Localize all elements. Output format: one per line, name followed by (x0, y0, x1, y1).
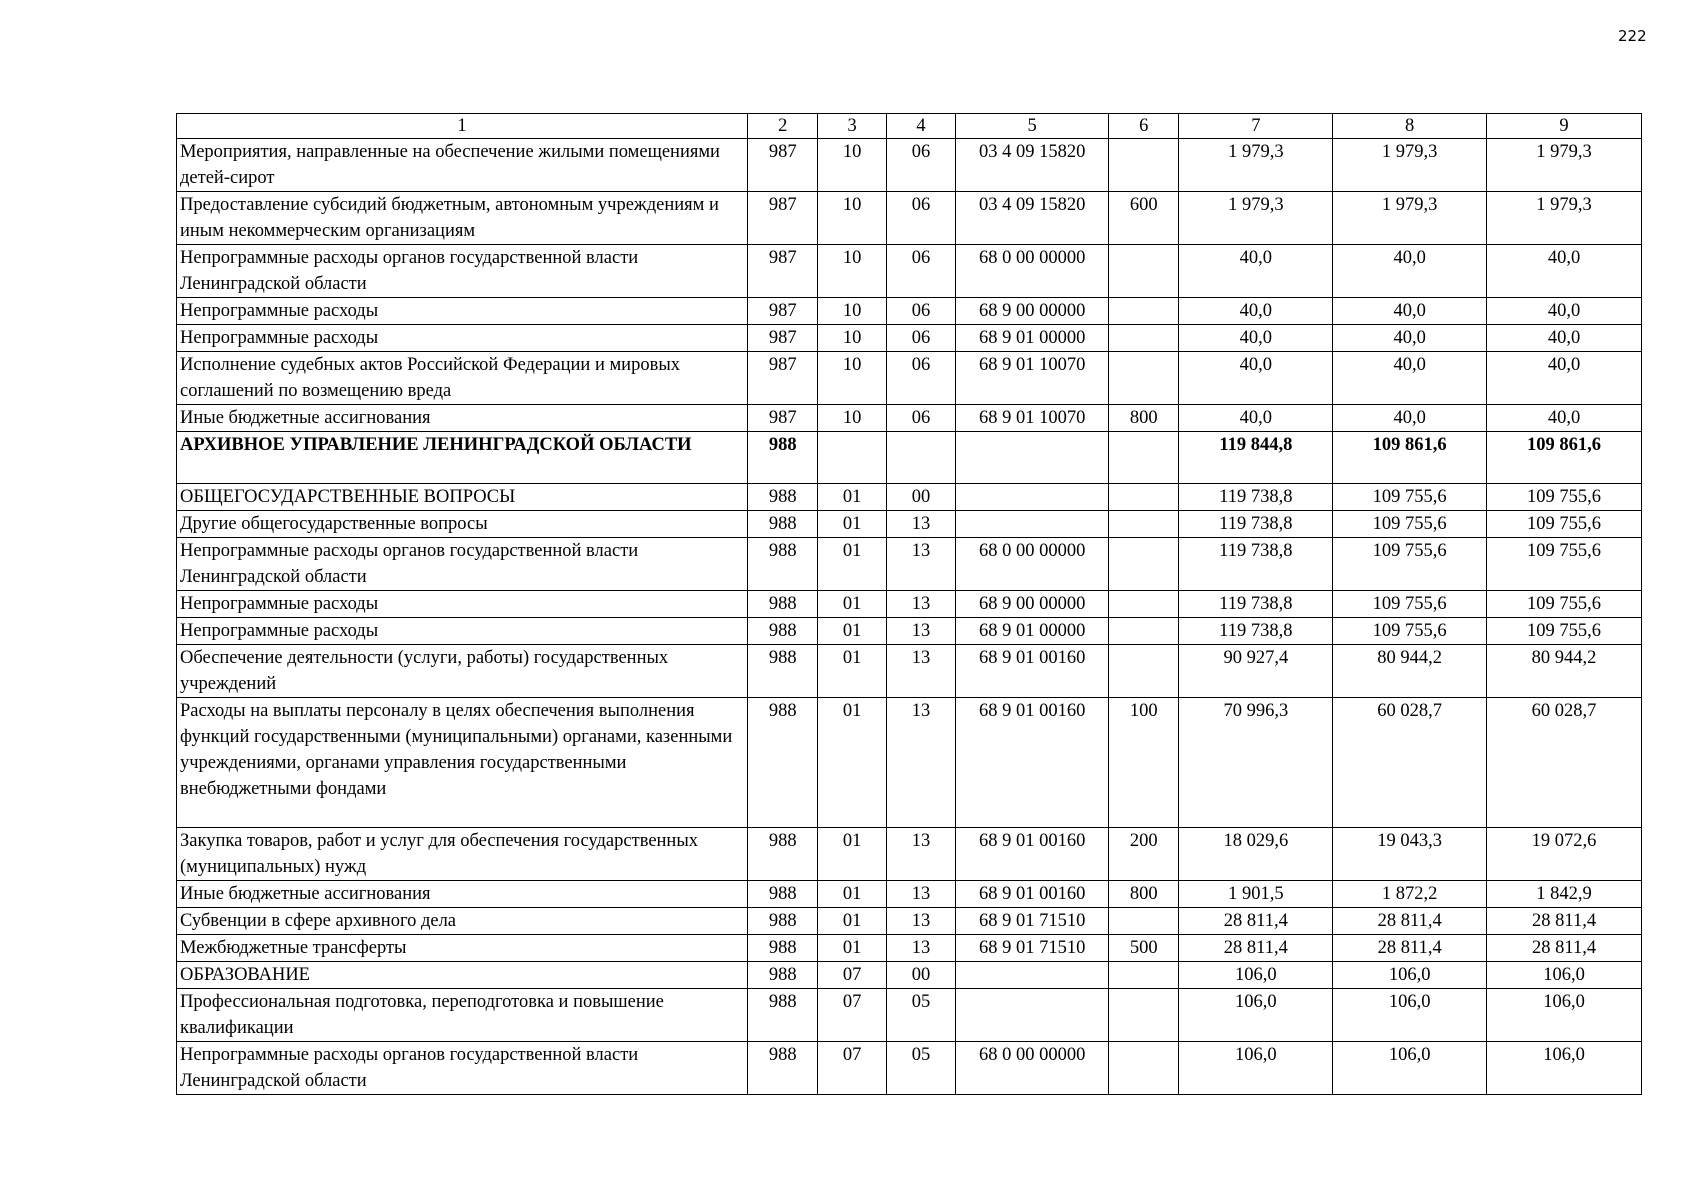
row-value-7: 106,0 (1179, 989, 1333, 1042)
row-name: Непрограммные расходы органов государственной власти Ленинградской области (177, 1042, 748, 1095)
row-code-6: 500 (1109, 935, 1179, 962)
row-code-2: 987 (748, 325, 818, 352)
row-value-8: 40,0 (1333, 298, 1487, 325)
row-code-6 (1109, 432, 1179, 484)
row-code-5: 03 4 09 15820 (956, 192, 1109, 245)
row-code-3: 10 (818, 139, 886, 192)
row-value-9: 109 755,6 (1487, 538, 1642, 591)
row-value-9: 106,0 (1487, 962, 1642, 989)
row-code-3: 01 (818, 881, 886, 908)
row-code-5: 68 9 01 00160 (956, 881, 1109, 908)
table-row (177, 352, 1642, 405)
row-value-9: 40,0 (1487, 352, 1642, 405)
row-code-4: 13 (886, 935, 955, 962)
row-value-7: 40,0 (1179, 298, 1333, 325)
row-code-4: 05 (886, 1042, 955, 1095)
column-header: 9 (1487, 114, 1642, 139)
row-code-4: 06 (886, 352, 955, 405)
row-code-5: 68 9 00 00000 (956, 298, 1109, 325)
row-code-6 (1109, 908, 1179, 935)
row-name: Другие общегосударственные вопросы (177, 511, 748, 538)
row-code-2: 988 (748, 881, 818, 908)
column-header: 8 (1333, 114, 1487, 139)
row-code-5: 68 0 00 00000 (956, 538, 1109, 591)
table-row (177, 935, 1642, 962)
row-code-5: 68 0 00 00000 (956, 245, 1109, 298)
row-code-5: 03 4 09 15820 (956, 139, 1109, 192)
row-value-7: 119 738,8 (1179, 511, 1333, 538)
row-code-5 (956, 962, 1109, 989)
row-code-5: 68 9 01 71510 (956, 908, 1109, 935)
row-value-8: 106,0 (1333, 989, 1487, 1042)
row-code-3: 01 (818, 618, 886, 645)
row-name: Межбюджетные трансферты (177, 935, 748, 962)
row-code-5: 68 9 01 10070 (956, 352, 1109, 405)
row-code-3: 10 (818, 352, 886, 405)
row-value-7: 119 844,8 (1179, 432, 1333, 484)
table-row (177, 139, 1642, 192)
row-code-6 (1109, 962, 1179, 989)
row-value-9: 1 979,3 (1487, 139, 1642, 192)
row-code-6 (1109, 484, 1179, 511)
row-code-4: 13 (886, 538, 955, 591)
row-value-9: 1 842,9 (1487, 881, 1642, 908)
row-value-8: 109 755,6 (1333, 484, 1487, 511)
row-code-4: 06 (886, 405, 955, 432)
row-code-3: 10 (818, 298, 886, 325)
row-value-7: 40,0 (1179, 325, 1333, 352)
row-name: Расходы на выплаты персоналу в целях обеспечения выполнения функций государственными (муниципальными) органами, казенными учреждениями, органами управления государственными внебюджетными фондами (177, 698, 748, 828)
row-value-9: 40,0 (1487, 245, 1642, 298)
table-row (177, 192, 1642, 245)
table-row (177, 1042, 1642, 1095)
row-name: Непрограммные расходы органов государственной власти Ленинградской области (177, 245, 748, 298)
row-code-3: 10 (818, 192, 886, 245)
row-code-4: 06 (886, 245, 955, 298)
row-value-7: 40,0 (1179, 405, 1333, 432)
row-code-6 (1109, 245, 1179, 298)
row-value-7: 40,0 (1179, 245, 1333, 298)
table-header-row (177, 114, 1642, 139)
column-header: 5 (956, 114, 1109, 139)
row-value-8: 28 811,4 (1333, 908, 1487, 935)
row-code-2: 988 (748, 591, 818, 618)
row-value-7: 119 738,8 (1179, 591, 1333, 618)
row-code-5: 68 9 01 00160 (956, 828, 1109, 881)
row-value-8: 80 944,2 (1333, 645, 1487, 698)
row-value-8: 40,0 (1333, 352, 1487, 405)
row-value-8: 40,0 (1333, 245, 1487, 298)
row-value-7: 1 979,3 (1179, 192, 1333, 245)
row-code-5: 68 0 00 00000 (956, 1042, 1109, 1095)
table-row (177, 698, 1642, 828)
row-name: Обеспечение деятельности (услуги, работы) государственных учреждений (177, 645, 748, 698)
row-code-3: 01 (818, 591, 886, 618)
row-value-7: 106,0 (1179, 1042, 1333, 1095)
row-code-6: 600 (1109, 192, 1179, 245)
row-value-8: 40,0 (1333, 405, 1487, 432)
row-value-8: 28 811,4 (1333, 935, 1487, 962)
table-row (177, 962, 1642, 989)
row-code-6 (1109, 325, 1179, 352)
row-value-9: 106,0 (1487, 1042, 1642, 1095)
row-code-4: 06 (886, 298, 955, 325)
table-row (177, 645, 1642, 698)
table-row (177, 245, 1642, 298)
row-code-2: 988 (748, 989, 818, 1042)
row-code-6 (1109, 298, 1179, 325)
row-value-9: 106,0 (1487, 989, 1642, 1042)
row-code-4: 05 (886, 989, 955, 1042)
row-name: Исполнение судебных актов Российской Федерации и мировых соглашений по возмещению вреда (177, 352, 748, 405)
row-code-4: 06 (886, 192, 955, 245)
row-value-7: 28 811,4 (1179, 908, 1333, 935)
row-name: Предоставление субсидий бюджетным, автономным учреждениям и иным некоммерческим организациям (177, 192, 748, 245)
row-code-4: 13 (886, 698, 955, 828)
column-header: 1 (177, 114, 748, 139)
row-value-9: 28 811,4 (1487, 908, 1642, 935)
row-code-2: 988 (748, 698, 818, 828)
row-code-4: 13 (886, 881, 955, 908)
table-row (177, 881, 1642, 908)
row-code-3: 01 (818, 538, 886, 591)
row-code-2: 988 (748, 935, 818, 962)
row-code-2: 988 (748, 432, 818, 484)
row-code-2: 988 (748, 484, 818, 511)
row-code-4: 00 (886, 484, 955, 511)
row-code-6 (1109, 352, 1179, 405)
row-value-7: 119 738,8 (1179, 484, 1333, 511)
row-value-7: 90 927,4 (1179, 645, 1333, 698)
row-code-6 (1109, 645, 1179, 698)
row-code-3: 01 (818, 645, 886, 698)
row-code-3: 07 (818, 962, 886, 989)
row-name: Иные бюджетные ассигнования (177, 881, 748, 908)
row-value-8: 109 755,6 (1333, 538, 1487, 591)
row-code-2: 987 (748, 352, 818, 405)
row-code-6 (1109, 511, 1179, 538)
row-code-4: 06 (886, 325, 955, 352)
row-code-3: 10 (818, 245, 886, 298)
row-value-8: 1 979,3 (1333, 139, 1487, 192)
row-value-7: 1 979,3 (1179, 139, 1333, 192)
row-value-9: 109 755,6 (1487, 484, 1642, 511)
row-code-3: 01 (818, 484, 886, 511)
row-value-9: 19 072,6 (1487, 828, 1642, 881)
row-name: Профессиональная подготовка, переподготовка и повышение квалификации (177, 989, 748, 1042)
row-code-5: 68 9 01 00000 (956, 325, 1109, 352)
row-value-9: 80 944,2 (1487, 645, 1642, 698)
table-row (177, 432, 1642, 484)
row-code-2: 988 (748, 538, 818, 591)
row-code-3: 01 (818, 828, 886, 881)
row-code-4: 13 (886, 828, 955, 881)
row-code-3: 07 (818, 989, 886, 1042)
page-number: 222 (1618, 27, 1647, 45)
row-code-4: 13 (886, 645, 955, 698)
row-name: Непрограммные расходы (177, 298, 748, 325)
row-value-7: 106,0 (1179, 962, 1333, 989)
row-value-7: 70 996,3 (1179, 698, 1333, 828)
row-code-2: 987 (748, 139, 818, 192)
row-code-6: 100 (1109, 698, 1179, 828)
row-value-7: 28 811,4 (1179, 935, 1333, 962)
row-value-8: 109 755,6 (1333, 511, 1487, 538)
column-header: 2 (748, 114, 818, 139)
row-value-8: 106,0 (1333, 1042, 1487, 1095)
row-code-2: 987 (748, 245, 818, 298)
row-code-6 (1109, 989, 1179, 1042)
row-value-7: 1 901,5 (1179, 881, 1333, 908)
row-code-6 (1109, 139, 1179, 192)
row-value-8: 1 979,3 (1333, 192, 1487, 245)
row-code-5: 68 9 01 10070 (956, 405, 1109, 432)
table-row (177, 405, 1642, 432)
table-row (177, 828, 1642, 881)
row-code-6 (1109, 618, 1179, 645)
row-code-5: 68 9 01 00160 (956, 698, 1109, 828)
row-value-8: 1 872,2 (1333, 881, 1487, 908)
row-name: Непрограммные расходы (177, 325, 748, 352)
row-value-9: 109 861,6 (1487, 432, 1642, 484)
row-value-8: 60 028,7 (1333, 698, 1487, 828)
table-row (177, 618, 1642, 645)
row-name: Субвенции в сфере архивного дела (177, 908, 748, 935)
table-row (177, 908, 1642, 935)
row-code-5 (956, 511, 1109, 538)
row-value-9: 40,0 (1487, 405, 1642, 432)
budget-table (176, 113, 1642, 1095)
row-code-2: 987 (748, 405, 818, 432)
row-name: Закупка товаров, работ и услуг для обеспечения государственных (муниципальных) нужд (177, 828, 748, 881)
column-header: 4 (886, 114, 955, 139)
row-value-9: 40,0 (1487, 298, 1642, 325)
row-value-9: 1 979,3 (1487, 192, 1642, 245)
row-code-3: 01 (818, 511, 886, 538)
row-value-8: 106,0 (1333, 962, 1487, 989)
row-name: Иные бюджетные ассигнования (177, 405, 748, 432)
row-value-7: 119 738,8 (1179, 538, 1333, 591)
row-code-4: 13 (886, 591, 955, 618)
row-code-4: 06 (886, 139, 955, 192)
row-code-6 (1109, 1042, 1179, 1095)
column-header: 7 (1179, 114, 1333, 139)
row-value-9: 109 755,6 (1487, 591, 1642, 618)
row-code-5: 68 9 01 00000 (956, 618, 1109, 645)
row-value-8: 109 861,6 (1333, 432, 1487, 484)
row-code-6 (1109, 538, 1179, 591)
row-value-7: 18 029,6 (1179, 828, 1333, 881)
row-name: ОБРАЗОВАНИЕ (177, 962, 748, 989)
row-code-5: 68 9 00 00000 (956, 591, 1109, 618)
row-value-9: 109 755,6 (1487, 511, 1642, 538)
row-name: АРХИВНОЕ УПРАВЛЕНИЕ ЛЕНИНГРАДСКОЙ ОБЛАСТИ (177, 432, 748, 484)
row-code-2: 988 (748, 828, 818, 881)
table-row (177, 989, 1642, 1042)
row-code-5 (956, 484, 1109, 511)
row-value-8: 109 755,6 (1333, 591, 1487, 618)
row-code-5: 68 9 01 00160 (956, 645, 1109, 698)
table-row (177, 298, 1642, 325)
row-code-6: 800 (1109, 881, 1179, 908)
row-name: Мероприятия, направленные на обеспечение жилыми помещениями детей-сирот (177, 139, 748, 192)
row-code-5: 68 9 01 71510 (956, 935, 1109, 962)
row-code-3: 01 (818, 935, 886, 962)
row-code-3: 10 (818, 405, 886, 432)
row-value-7: 40,0 (1179, 352, 1333, 405)
row-code-4 (886, 432, 955, 484)
table-row (177, 325, 1642, 352)
row-code-3: 10 (818, 325, 886, 352)
row-value-8: 109 755,6 (1333, 618, 1487, 645)
row-value-9: 40,0 (1487, 325, 1642, 352)
row-code-4: 13 (886, 511, 955, 538)
row-code-2: 988 (748, 962, 818, 989)
row-code-3: 07 (818, 1042, 886, 1095)
row-code-6: 200 (1109, 828, 1179, 881)
row-value-9: 60 028,7 (1487, 698, 1642, 828)
row-code-2: 987 (748, 298, 818, 325)
row-code-4: 13 (886, 618, 955, 645)
row-value-9: 28 811,4 (1487, 935, 1642, 962)
row-name: Непрограммные расходы (177, 618, 748, 645)
row-code-2: 988 (748, 618, 818, 645)
row-code-4: 13 (886, 908, 955, 935)
row-code-2: 988 (748, 1042, 818, 1095)
row-code-3: 01 (818, 908, 886, 935)
row-code-2: 988 (748, 908, 818, 935)
row-value-7: 119 738,8 (1179, 618, 1333, 645)
table-row (177, 538, 1642, 591)
row-name: ОБЩЕГОСУДАРСТВЕННЫЕ ВОПРОСЫ (177, 484, 748, 511)
row-code-3 (818, 432, 886, 484)
row-name: Непрограммные расходы органов государственной власти Ленинградской области (177, 538, 748, 591)
row-code-2: 988 (748, 645, 818, 698)
column-header: 3 (818, 114, 886, 139)
row-name: Непрограммные расходы (177, 591, 748, 618)
column-header: 6 (1109, 114, 1179, 139)
table-row (177, 484, 1642, 511)
row-code-3: 01 (818, 698, 886, 828)
row-code-2: 988 (748, 511, 818, 538)
table-row (177, 511, 1642, 538)
row-value-8: 40,0 (1333, 325, 1487, 352)
row-code-5 (956, 989, 1109, 1042)
table-row (177, 591, 1642, 618)
row-code-4: 00 (886, 962, 955, 989)
row-code-5 (956, 432, 1109, 484)
row-value-9: 109 755,6 (1487, 618, 1642, 645)
row-code-2: 987 (748, 192, 818, 245)
row-value-8: 19 043,3 (1333, 828, 1487, 881)
row-code-6 (1109, 591, 1179, 618)
row-code-6: 800 (1109, 405, 1179, 432)
